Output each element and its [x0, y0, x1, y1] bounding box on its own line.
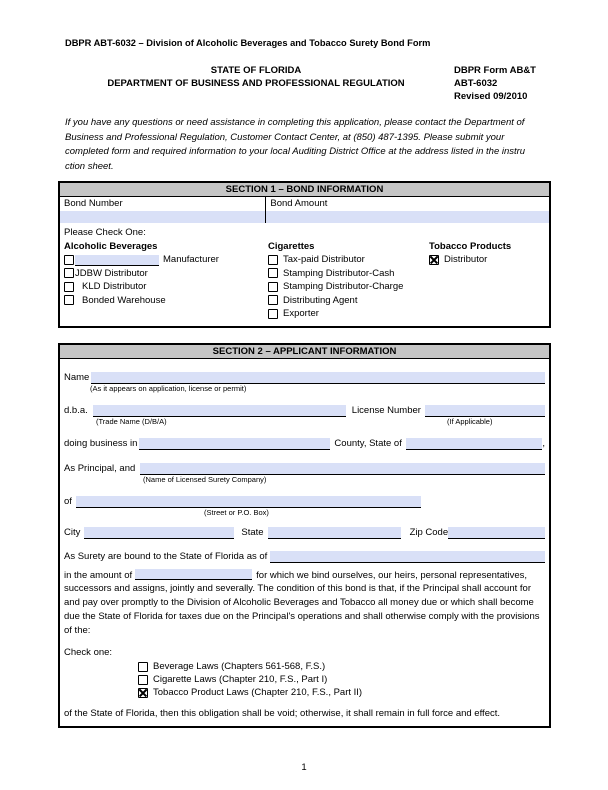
- please-check-one-label: Please Check One:: [64, 227, 146, 238]
- surety-caption-row: [64, 475, 545, 484]
- bond-condition-text: for which we bind ourselves, our heirs, personal representatives, successors and assigns, jointly and severally. The condition of this bond is that, if the Principal shall account for and pay over promptly to the Division of Alcoholic Beverages and Tobacco all money due or which shall become due the State of Florida for taxes due on the Principal's operations and shall otherwise comply with the provisions of the:: [64, 569, 540, 636]
- trailing-comma: ,: [542, 437, 545, 449]
- cigarette-laws-label: Cigarette Laws (Chapter 210, F.S., Part I): [153, 674, 328, 686]
- principal-row: [64, 463, 545, 475]
- form-ref-line: ABT-6032: [454, 78, 498, 89]
- surety-company-caption: (Name of Licensed Surety Company): [143, 474, 267, 484]
- section-2-header: SECTION 2 – APPLICANT INFORMATION: [60, 345, 549, 359]
- state-title: STATE OF FLORIDA: [210, 65, 302, 76]
- form-ref-line: Revised 09/2010: [454, 91, 528, 102]
- amount-label: in the amount of: [64, 569, 133, 581]
- city-field[interactable]: [84, 527, 234, 539]
- alcoholic-beverages-column: [64, 240, 268, 321]
- beverage-laws-checkbox[interactable]: [138, 662, 148, 672]
- intro-line: Business and Professional Regulation, Customer Contact Center, at (850) 487-1395. Please submit your: [65, 131, 505, 143]
- cigarettes-column: [268, 240, 429, 321]
- name-caption: (As it appears on application, license or permit): [90, 383, 247, 393]
- checkbox-item-exporter: [268, 307, 429, 321]
- beverage-laws-label: Beverage Laws (Chapters 561-568, F.S.): [153, 661, 326, 673]
- state-of-field[interactable]: [406, 438, 543, 450]
- tobacco-products-heading: Tobacco Products: [429, 241, 512, 252]
- county-state-label: County, State of: [334, 437, 402, 449]
- name-field[interactable]: [91, 372, 545, 384]
- license-number-field[interactable]: [425, 405, 545, 417]
- bond-condition-paragraph: [64, 569, 545, 638]
- tobacco-products-column: [429, 240, 545, 321]
- license-number-label: License Number: [351, 404, 421, 416]
- manufacturer-label: Manufacturer: [163, 254, 219, 266]
- checkbox-item-stamping-distributor-charge: [268, 280, 429, 294]
- tobacco-product-laws-label: Tobacco Product Laws (Chapter 210, F.S., Part II): [153, 687, 363, 699]
- intro-paragraph: [65, 116, 551, 174]
- tax-paid-distributor-checkbox[interactable]: [268, 255, 278, 265]
- surety-bound-row: [64, 551, 545, 563]
- bond-labels-row: [60, 197, 549, 211]
- section-1-header: SECTION 1 – BOND INFORMATION: [60, 183, 549, 197]
- checkbox-item-tobacco-distributor: [429, 253, 545, 267]
- checkbox-item-beverage-laws: [138, 660, 545, 673]
- tax-paid-distributor-label: Tax-paid Distributor: [283, 254, 365, 266]
- surety-company-field[interactable]: [140, 463, 545, 475]
- page-number: 1: [301, 762, 307, 773]
- checkbox-item-cigarette-laws: [138, 673, 545, 686]
- address-row: [64, 496, 545, 508]
- letterhead: [58, 64, 551, 103]
- kld-distributor-label: KLD Distributor: [82, 281, 147, 293]
- jdbw-distributor-checkbox[interactable]: [64, 268, 74, 278]
- check-one-label: Check one:: [64, 647, 113, 659]
- cigarettes-heading: Cigarettes: [268, 241, 315, 252]
- section-2-applicant-information: [58, 343, 551, 729]
- checkbox-item-manufacturer: [64, 253, 268, 267]
- name-row: [64, 372, 545, 384]
- jdbw-distributor-label: JDBW Distributor: [75, 267, 148, 279]
- checkbox-item-tobacco-product-laws: [138, 686, 545, 699]
- city-label: City: [64, 526, 81, 538]
- zip-code-field[interactable]: [448, 527, 545, 539]
- distributing-agent-label: Distributing Agent: [283, 294, 358, 306]
- stamping-distributor-charge-label: Stamping Distributor-Charge: [283, 281, 404, 293]
- tobacco-distributor-checkbox[interactable]: [429, 255, 439, 265]
- checkbox-item-jdbw-distributor: [64, 267, 268, 281]
- dba-field[interactable]: [93, 405, 346, 417]
- street-caption: (Street or P.O. Box): [204, 507, 269, 517]
- doing-business-label: doing business in: [64, 437, 138, 449]
- checkbox-item-stamping-distributor-cash: [268, 267, 429, 281]
- tobacco-product-laws-checkbox[interactable]: [138, 688, 148, 698]
- street-field[interactable]: [76, 496, 421, 508]
- bonded-warehouse-checkbox[interactable]: [64, 295, 74, 305]
- intro-line: ction sheet.: [65, 160, 114, 172]
- bound-date-field[interactable]: [270, 551, 545, 563]
- name-caption-row: [64, 384, 545, 393]
- dba-caption-row: [64, 417, 545, 426]
- alcoholic-beverages-heading: Alcoholic Beverages: [64, 241, 158, 252]
- of-label: of: [64, 495, 72, 507]
- exporter-label: Exporter: [283, 308, 319, 320]
- closing-statement: of the State of Florida, then this obligation shall be void; otherwise, it shall remain in full force and effect.: [64, 708, 501, 720]
- cigarette-laws-checkbox[interactable]: [138, 675, 148, 685]
- state-field[interactable]: [268, 527, 401, 539]
- form-title: DBPR ABT-6032 – Division of Alcoholic Beverages and Tobacco Surety Bond Form: [65, 38, 431, 48]
- doing-business-row: [64, 438, 545, 450]
- county-field[interactable]: [139, 438, 330, 450]
- stamping-distributor-cash-label: Stamping Distributor-Cash: [283, 267, 395, 279]
- street-caption-row: [64, 508, 545, 517]
- zip-code-label: Zip Code: [409, 526, 449, 538]
- bond-amount-field[interactable]: [265, 211, 549, 223]
- city-state-zip-row: [64, 527, 545, 539]
- checkbox-item-distributing-agent: [268, 294, 429, 308]
- trade-name-caption: (Trade Name (D/B/A): [96, 416, 167, 426]
- department-title: DEPARTMENT OF BUSINESS AND PROFESSIONAL REGULATION: [107, 78, 405, 89]
- stamping-distributor-charge-checkbox[interactable]: [268, 282, 278, 292]
- bond-amount-label: Bond Amount: [265, 197, 549, 211]
- name-label: Name: [64, 371, 90, 383]
- section-1-bond-information: [58, 181, 551, 328]
- checkbox-item-tax-paid-distributor: [268, 253, 429, 267]
- manufacturer-type-field[interactable]: [75, 255, 159, 266]
- intro-line: If you have any questions or need assistance in completing this application, please contact the Department of: [65, 117, 525, 128]
- if-applicable-caption: (If Applicable): [447, 416, 493, 426]
- dba-row: [64, 405, 545, 417]
- state-label: State: [241, 526, 264, 538]
- principal-label: As Principal, and: [64, 462, 136, 474]
- exporter-checkbox[interactable]: [268, 309, 278, 319]
- amount-field[interactable]: [135, 569, 252, 580]
- bond-number-field[interactable]: [60, 211, 265, 223]
- dba-label: d.b.a.: [64, 404, 88, 416]
- intro-line: completed form and required information to your local Auditing District Office at the address listed in the instru: [65, 146, 526, 157]
- bond-fields-row: [60, 211, 549, 223]
- license-type-check-area: [60, 223, 549, 326]
- laws-checkbox-group: [138, 660, 545, 699]
- form-ref-line: DBPR Form AB&T: [454, 65, 536, 76]
- stamping-distributor-cash-checkbox[interactable]: [268, 268, 278, 278]
- checkbox-item-bonded-warehouse: [64, 294, 268, 308]
- checkbox-item-kld-distributor: [64, 280, 268, 294]
- bonded-warehouse-label: Bonded Warehouse: [82, 294, 166, 306]
- surety-bound-label: As Surety are bound to the State of Florida as of: [64, 550, 268, 562]
- distributing-agent-checkbox[interactable]: [268, 295, 278, 305]
- kld-distributor-checkbox[interactable]: [64, 282, 74, 292]
- manufacturer-checkbox[interactable]: [64, 255, 74, 265]
- form-reference-block: [454, 64, 551, 103]
- tobacco-distributor-label: Distributor: [444, 254, 488, 266]
- bond-number-label: Bond Number: [64, 198, 123, 209]
